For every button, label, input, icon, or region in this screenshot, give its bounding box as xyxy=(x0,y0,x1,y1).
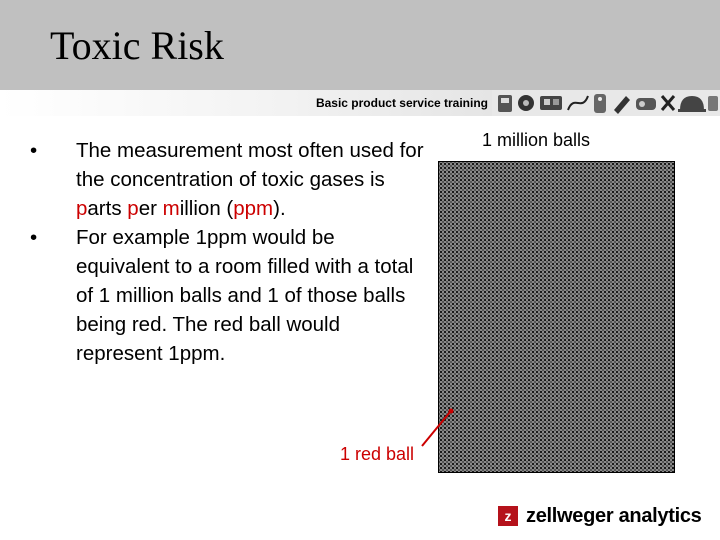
highlighted-text: m xyxy=(162,197,180,220)
bullet-item xyxy=(30,223,430,368)
bullet-text: For example 1ppm would be equivalent to a room filled with a total of 1 million balls and 1 of those balls being red. The red ball would represent 1ppm. xyxy=(76,226,414,365)
highlighted-text: ppm xyxy=(233,197,274,220)
red-ball-label: 1 red ball xyxy=(340,444,415,464)
bullet-item xyxy=(30,136,430,223)
bullet-text: The measurement most often used for the concentration of toxic gases is xyxy=(76,139,424,191)
portable-monitor-icon xyxy=(594,94,606,113)
gas-detector-icon xyxy=(498,95,512,112)
highlighted-text: p xyxy=(76,197,88,220)
red-ball xyxy=(449,409,454,414)
bullet-text: er xyxy=(138,197,163,220)
sensor-icon xyxy=(518,95,534,111)
highlighted-text: p xyxy=(127,197,139,220)
zellweger-logo-mark: z xyxy=(498,506,518,526)
zellweger-logo-text: zellweger analytics xyxy=(526,504,702,527)
product-images-strip xyxy=(492,90,720,116)
slide-title: Toxic Risk xyxy=(50,23,224,68)
small-detector-icon xyxy=(708,96,718,111)
bullet-text: illion ( xyxy=(179,197,234,220)
bullet-list xyxy=(30,136,430,368)
million-balls-box xyxy=(438,161,675,473)
pump-icon xyxy=(636,98,656,110)
slide-subtitle: Basic product service training xyxy=(315,96,488,110)
instrument-icon xyxy=(540,96,562,110)
bullet-text: ). xyxy=(273,197,286,220)
million-balls-label: 1 million balls xyxy=(482,130,591,150)
bullet-text: arts xyxy=(87,197,128,220)
red-ball-pointer-line xyxy=(420,400,460,450)
zellweger-logo xyxy=(498,504,702,528)
